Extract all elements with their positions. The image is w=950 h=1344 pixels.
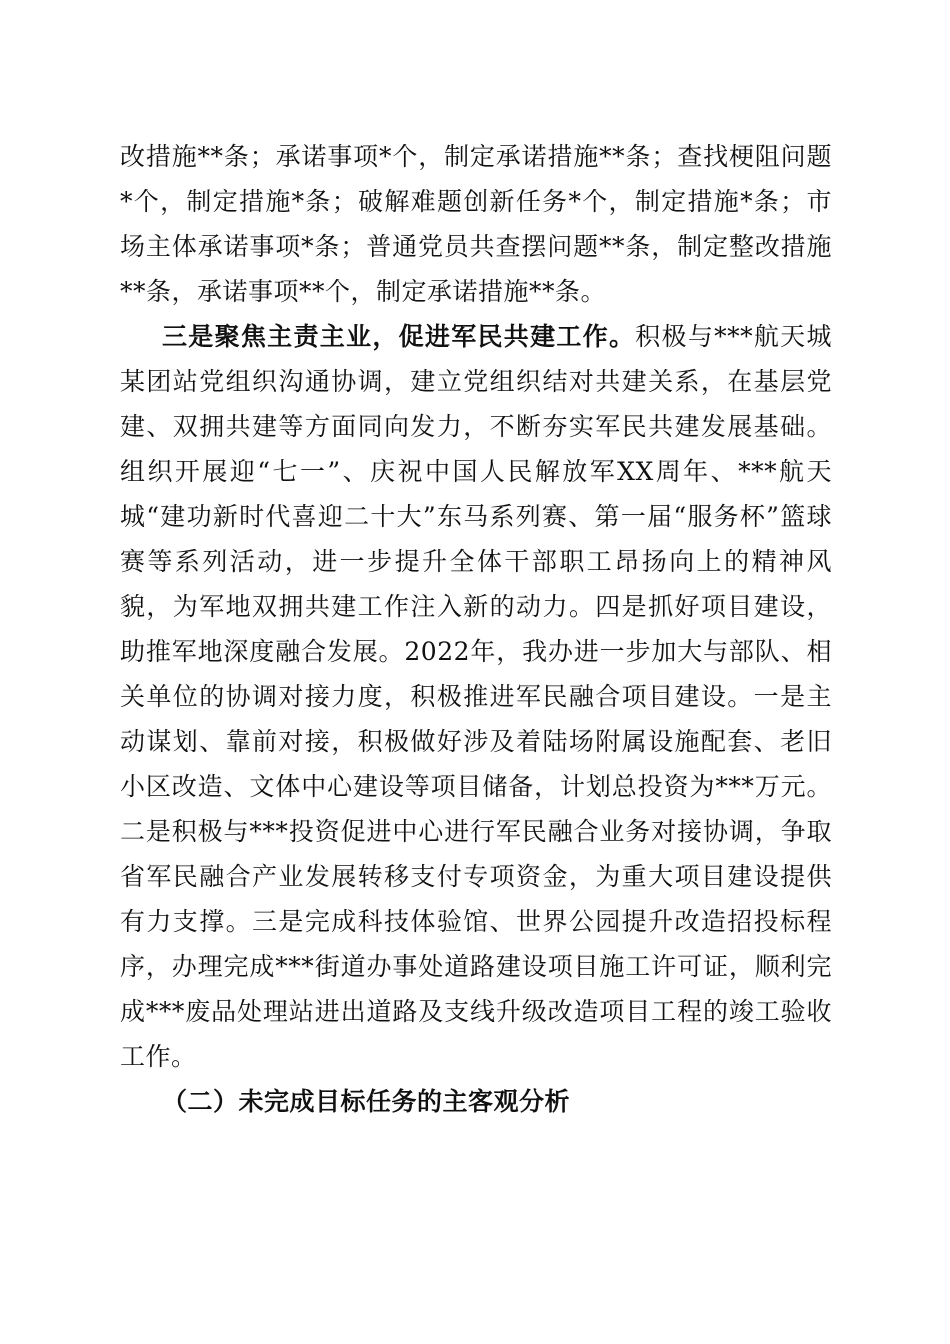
section-heading: （二）未完成目标任务的主客观分析 [162,1087,571,1116]
paragraph-military-civilian [120,314,832,1079]
document-page [120,134,832,1124]
paragraph-continued: 改措施**条；承诺事项*个，制定承诺措施**条；查找梗阻问题*个，制定措施*条；破解难题创新任务*个，制定措施*条；市场主体承诺事项*条；普通党员共查摆问题**条，制定整改措施**条，承诺事项**个，制定承诺措施**条。 [120,142,832,306]
paragraph-body-text: 积极与***航天城某团站党组织沟通协调，建立党组织结对共建关系，在基层党建、双拥共建等方面同向发力，不断夯实军民共建发展基础。组织开展迎“七一”、庆祝中国人民解放军XX周年、***航天城“建功新时代喜迎二十大”东马系列赛、第一届“服务杯”篮球赛等系列活动，进一步提升全体干部职工昂扬向上的精神风貌，为军地双拥共建工作注入新的动力。四是抓好项目建设，助推军地深度融合发展。2022年，我办进一步加大与部队、相关单位的协调对接力度，积极推进军民融合项目建设。一是主动谋划、靠前对接，积极做好涉及着陆场附属设施配套、老旧小区改造、文体中心建设等项目储备，计划总投资为***万元。二是积极与***投资促进中心进行军民融合业务对接协调，争取省军民融合产业发展转移支付专项资金，为重大项目建设提供有力支撑。三是完成科技体验馆、世界公园提升改造招投标程序，办理完成***街道办事处道路建设项目施工许可证，顺利完成***废品处理站进出道路及支线升级改造项目工程的竣工验收工作。 [120,322,832,1071]
paragraph-lead-sentence: 三是聚焦主责主业，促进军民共建工作。 [162,322,636,351]
